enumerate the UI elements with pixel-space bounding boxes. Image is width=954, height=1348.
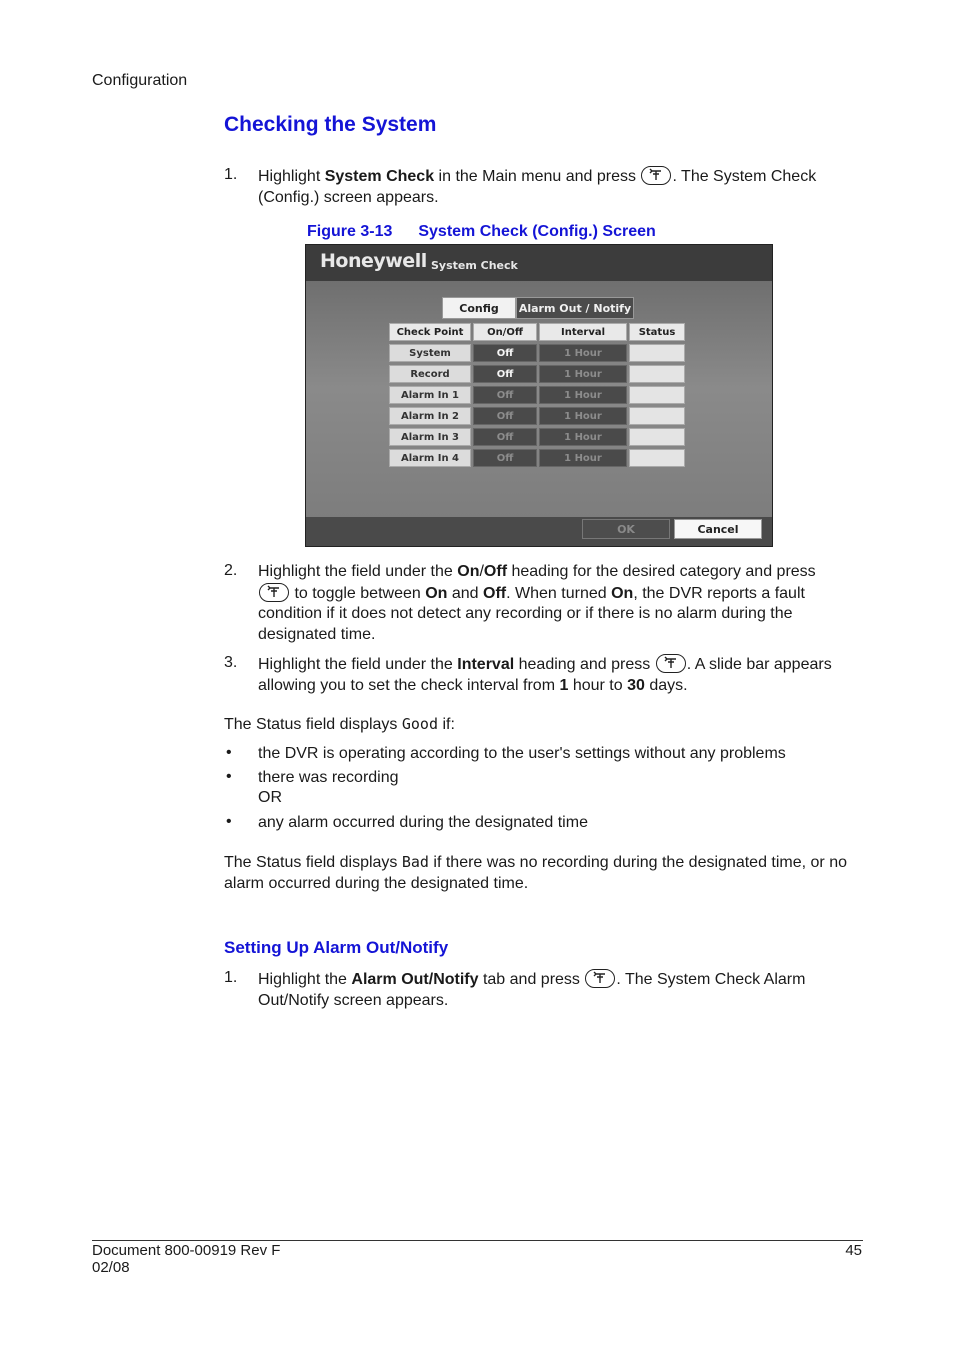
cancel-button[interactable]: Cancel [674,519,762,539]
on-off-field[interactable]: Off [473,449,537,467]
step-number: 1. [224,969,238,986]
page-number: 45 [845,1242,862,1259]
interval-field[interactable]: 1 Hour [539,344,627,362]
tab-config[interactable]: Config [442,297,516,319]
on-off-field[interactable]: Off [473,428,537,446]
on-off-field[interactable]: Off [473,344,537,362]
row-label: Alarm In 1 [389,386,471,404]
running-header: Configuration [92,72,188,89]
bullet-marker: • [226,744,232,761]
status-field [629,365,685,383]
bullet-item: any alarm occurred during the designated time [258,814,588,831]
on-off-field[interactable]: Off [473,365,537,383]
screen-titlebar [306,245,772,281]
interval-field[interactable]: 1 Hour [539,449,627,467]
status-field [629,407,685,425]
col-header-status: Status [629,323,685,341]
row-label: Alarm In 4 [389,449,471,467]
bullet-item: there was recording [258,769,399,786]
status-bad-text: The Status field displays Bad if there was no recording during the designated time, or no alarm occurred during the designated time. [224,853,847,892]
interval-field[interactable]: 1 Hour [539,407,627,425]
section-title: Checking the System [224,113,437,136]
status-field [629,344,685,362]
status-good-text: The Status field displays Good if: [224,715,455,733]
footer-divider [92,1240,863,1241]
system-check-screen [305,244,773,547]
step-number: 1. [224,166,238,183]
document-number: Document 800-00919 Rev F [92,1242,281,1259]
step-number: 3. [224,654,238,671]
bullet-item: the DVR is operating according to the user's settings without any problems [258,745,786,762]
col-header-on-off: On/Off [473,323,537,341]
step-alarm-text: Highlight the Alarm Out/Notify tab and press . The System Check Alarm Out/Notify screen appears. [258,971,806,1009]
or-text: OR [258,789,282,806]
enter-button-icon [641,166,671,185]
interval-field[interactable]: 1 Hour [539,428,627,446]
row-label: System [389,344,471,362]
col-header-check-point: Check Point [389,323,471,341]
row-label: Record [389,365,471,383]
interval-field[interactable]: 1 Hour [539,365,627,383]
step-number: 2. [224,562,238,579]
document-date: 02/08 [92,1259,130,1276]
on-off-field[interactable]: Off [473,407,537,425]
enter-button-icon [259,583,289,602]
bullet-marker: • [226,813,232,830]
step-2-text: Highlight the field under the On/Off heading for the desired category and press to toggle between On and Off. When turned On, the DVR reports a fault condition if it does not detect any recording or if there is no alarm during the designated time. [258,563,816,643]
status-field [629,449,685,467]
interval-field[interactable]: 1 Hour [539,386,627,404]
status-field [629,428,685,446]
bullet-marker: • [226,768,232,785]
brand-logo: Honeywell [320,250,427,272]
row-label: Alarm In 2 [389,407,471,425]
status-field [629,386,685,404]
window-title: System Check [431,259,518,272]
enter-button-icon [585,969,615,988]
row-label: Alarm In 3 [389,428,471,446]
on-off-field[interactable]: Off [473,386,537,404]
ok-button[interactable]: OK [582,519,670,539]
subsection-title: Setting Up Alarm Out/Notify [224,938,449,957]
step-1-text: Highlight System Check in the Main menu and press . The System Check (Config.) screen appears. [258,168,817,206]
tab-alarm-out-notify[interactable]: Alarm Out / Notify [516,297,634,319]
figure-caption: Figure 3-13 System Check (Config.) Screen [307,223,656,240]
footer-doc-info [92,1242,280,1276]
col-header-interval: Interval [539,323,627,341]
step-3-text: Highlight the field under the Interval heading and press . A slide bar appears allowing you to set the check interval from 1 hour to 30 days. [258,656,832,694]
enter-button-icon [656,654,686,673]
